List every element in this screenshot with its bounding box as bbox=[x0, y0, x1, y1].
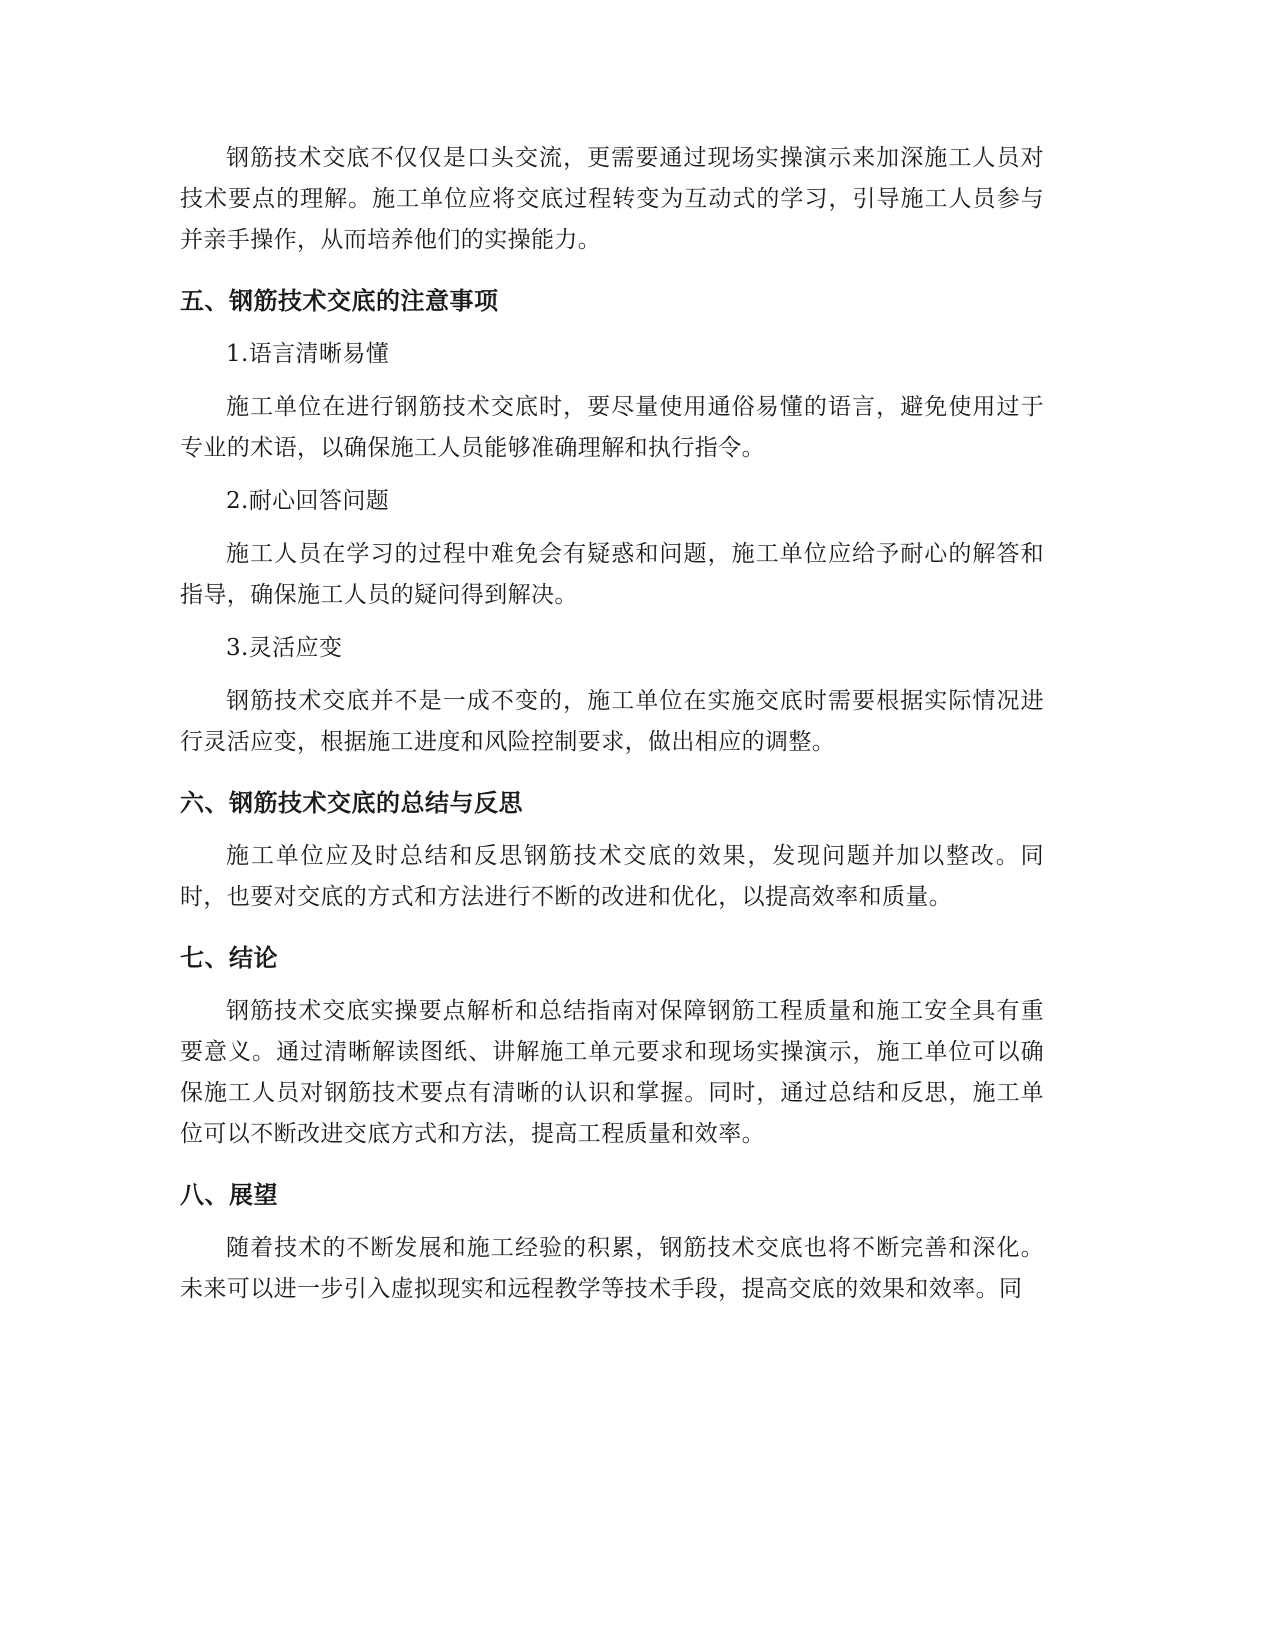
paragraph: 钢筋技术交底实操要点解析和总结指南对保障钢筋工程质量和施工安全具有重要意义。通过清晰解读图纸、讲解施工单元要求和现场实操演示，施工单位可以确保施工人员对钢筋技术要点有清晰的认识和掌握。同时，通过总结和反思，施工单位可以不断改进交底方式和方法，提高工程质量和效率。 bbox=[180, 998, 1044, 1147]
list-item-heading: 1.语言清晰易懂 bbox=[226, 341, 390, 367]
section-heading-8: 八、展望 bbox=[180, 1181, 278, 1209]
paragraph: 随着技术的不断发展和施工经验的积累，钢筋技术交底也将不断完善和深化。未来可以进一步引入虚拟现实和远程教学等技术手段，提高交底的效果和效率。同 bbox=[180, 1235, 1044, 1302]
paragraph: 钢筋技术交底并不是一成不变的，施工单位在实施交底时需要根据实际情况进行灵活应变，根据施工进度和风险控制要求，做出相应的调整。 bbox=[180, 688, 1044, 755]
paragraph: 施工人员在学习的过程中难免会有疑惑和问题，施工单位应给予耐心的解答和指导，确保施工人员的疑问得到解决。 bbox=[180, 541, 1044, 608]
document-page bbox=[180, 138, 1044, 1310]
paragraph: 施工单位在进行钢筋技术交底时，要尽量使用通俗易懂的语言，避免使用过于专业的术语，以确保施工人员能够准确理解和执行指令。 bbox=[180, 394, 1044, 461]
paragraph: 施工单位应及时总结和反思钢筋技术交底的效果，发现问题并加以整改。同时，也要对交底的方式和方法进行不断的改进和优化，以提高效率和质量。 bbox=[180, 843, 1044, 910]
paragraph: 钢筋技术交底不仅仅是口头交流，更需要通过现场实操演示来加深施工人员对技术要点的理解。施工单位应将交底过程转变为互动式的学习，引导施工人员参与并亲手操作，从而培养他们的实操能力。 bbox=[180, 145, 1044, 253]
section-heading-7: 七、结论 bbox=[180, 944, 278, 972]
list-item-heading: 3.灵活应变 bbox=[226, 635, 343, 661]
section-heading-5: 五、钢筋技术交底的注意事项 bbox=[180, 287, 499, 315]
list-item-heading: 2.耐心回答问题 bbox=[226, 488, 390, 514]
section-heading-6: 六、钢筋技术交底的总结与反思 bbox=[180, 789, 523, 817]
